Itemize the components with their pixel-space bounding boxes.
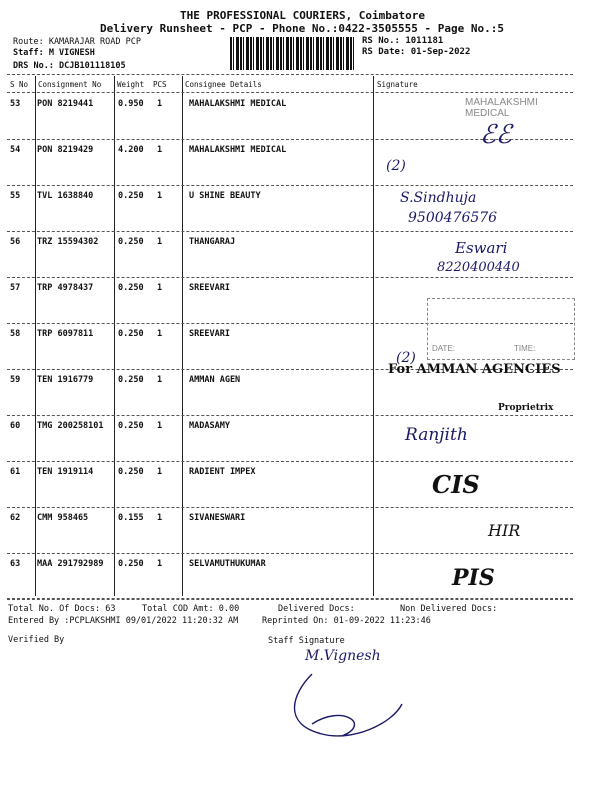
row-weight: 0.250 [118,421,144,431]
total-cod: Total COD Amt: 0.00 [142,604,240,614]
col-header-consignment: Consignment No [38,80,102,89]
row-pcs: 1 [157,145,163,155]
row-consignment-no: PON 8219429 [37,145,94,155]
table-row [0,417,600,463]
row-weight: 0.250 [118,467,144,477]
col-header-signature: Signature [377,80,418,89]
table-row [0,555,600,601]
col-header-sno: S No [10,80,29,89]
stamp-text: MAHALAKSHMI MEDICAL [465,97,538,119]
row-consignment-no: MAA 291792989 [37,559,104,569]
row-divider [7,277,573,278]
signature-row-62: HIR [488,521,521,540]
row-divider [7,599,573,600]
row-consignment-no: TVL 1638840 [37,191,94,201]
row-pcs: 1 [157,467,163,477]
barcode [230,37,355,70]
signature-row-63: PIS [452,565,495,591]
stamp-time-label: TIME: [514,344,536,353]
row-sno: 61 [10,467,21,477]
row-consignment-no: TRP 4978437 [37,283,94,293]
row-weight: 0.250 [118,237,144,247]
verified-by: Verified By [8,635,65,645]
row-pcs: 1 [157,329,163,339]
col-header-consignee: Consignee Details [185,80,262,89]
row-pcs: 1 [157,283,163,293]
footer-top-rule [7,598,573,599]
row-divider [7,415,573,416]
row-sno: 54 [10,145,21,155]
col-header-weight: Weight [117,80,145,89]
route-label: Route: KAMARAJAR ROAD PCP [13,37,141,47]
row-consignee: MAHALAKSHMI MEDICAL [189,99,287,109]
row-pcs: 1 [157,375,163,385]
col-header-pcs: PCS [153,80,167,89]
row-weight: 0.250 [118,559,144,569]
row-consignment-no: TRP 6097811 [37,329,94,339]
row-consignee: SREEVARI [189,283,230,293]
row-sno: 57 [10,283,21,293]
row-sno: 60 [10,421,21,431]
row-consignee: AMMAN AGEN [189,375,241,385]
row-pcs: 1 [157,191,163,201]
row-pcs: 1 [157,513,163,523]
table-top-rule [7,74,573,75]
row-divider [7,553,573,554]
row-weight: 0.950 [118,99,144,109]
signature-mark-54: (2) [386,158,406,174]
row-consignee: SELVAMUTHUKUMAR [189,559,266,569]
row-weight: 0.250 [118,283,144,293]
row-sno: 58 [10,329,21,339]
table-row [0,463,600,509]
row-consignee: SIVANESWARI [189,513,246,523]
rs-date: RS Date: 01-Sep-2022 [362,47,471,57]
row-weight: 0.250 [118,375,144,385]
signature-row-59-prop: Proprietrix [498,403,554,413]
row-consignment-no: TMG 200258101 [37,421,104,431]
staff-signature-scribble [282,664,412,744]
table-row [0,187,600,233]
row-sno: 56 [10,237,21,247]
row-consignee: SREEVARI [189,329,230,339]
row-consignee: U SHINE BEAUTY [189,191,261,201]
row-consignee: RADIENT IMPEX [189,467,256,477]
row-consignee: THANGARAJ [189,237,236,247]
staff-signature: M.Vignesh [305,648,381,664]
row-weight: 0.155 [118,513,144,523]
reprinted-on: Reprinted On: 01-09-2022 11:23:46 [262,616,431,626]
row-weight: 4.200 [118,145,144,155]
stamp-date-label: DATE: [432,344,455,353]
delivered-docs: Delivered Docs: [278,604,355,614]
row-pcs: 1 [157,559,163,569]
signature-row-55-name: S.Sindhuja [400,190,477,206]
row-pcs: 1 [157,421,163,431]
staff-signature-label: Staff Signature [268,636,345,646]
row-consignment-no: CMM 958465 [37,513,89,523]
signature-row-53: ℰℰ [480,120,512,150]
entered-by: Entered By :PCPLAKSHMI 09/01/2022 11:20:32 AM [8,616,239,626]
signature-row-56-name: Eswari [455,239,508,257]
row-consignment-no: TRZ 15594302 [37,237,99,247]
signature-row-55-phone: 9500476576 [408,210,498,226]
signature-row-60: Ranjith [405,425,468,445]
signature-row-61: CIS [432,470,480,499]
row-divider [7,461,573,462]
received-stamp [427,298,575,360]
row-sno: 59 [10,375,21,385]
signature-row-56-phone: 8220400440 [437,260,520,275]
row-divider [7,231,573,232]
row-divider [7,507,573,508]
row-weight: 0.250 [118,329,144,339]
runsheet-subtitle: Delivery Runsheet - PCP - Phone No.:0422-3505555 - Page No.:5 [100,22,504,35]
row-sno: 53 [10,99,21,109]
drs-number: DRS No.: DCJB101118105 [13,61,126,71]
row-sno: 55 [10,191,21,201]
row-weight: 0.250 [118,191,144,201]
row-consignee: MAHALAKSHMI MEDICAL [189,145,287,155]
non-delivered-docs: Non Delivered Docs: [400,604,498,614]
row-divider [7,185,573,186]
company-title: THE PROFESSIONAL COURIERS, Coimbatore [180,9,426,22]
row-sno: 62 [10,513,21,523]
header-rule [7,92,573,93]
total-docs: Total No. Of Docs: 63 [8,604,116,614]
row-consignment-no: TEN 1916779 [37,375,94,385]
row-consignee: MADASAMY [189,421,230,431]
row-sno: 63 [10,559,21,569]
signature-row-59-stamp: For AMMAN AGENCIES [388,362,561,377]
signature-mark-58: (2) [396,350,416,366]
row-consignment-no: PON 8219441 [37,99,94,109]
row-pcs: 1 [157,99,163,109]
staff-label: Staff: M VIGNESH [13,48,95,58]
row-pcs: 1 [157,237,163,247]
rs-number: RS No.: 1011181 [362,36,444,46]
row-consignment-no: TEN 1919114 [37,467,94,477]
